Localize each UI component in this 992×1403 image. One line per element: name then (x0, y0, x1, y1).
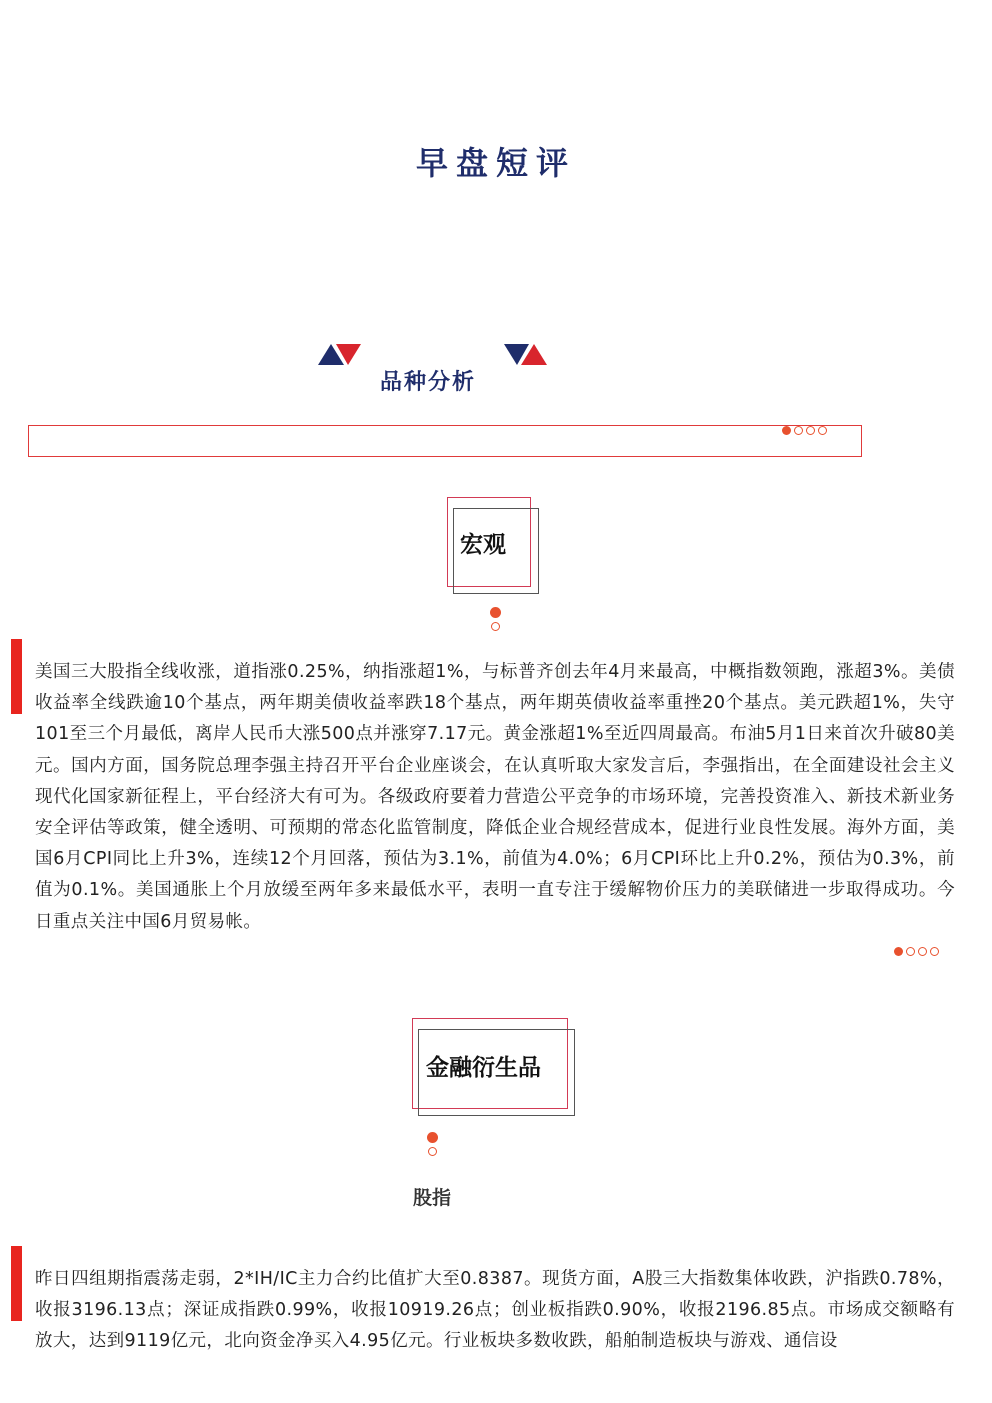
paragraph-accent-bar (11, 1246, 22, 1321)
macro-paragraph: 美国三大股指全线收涨，道指涨0.25%，纳指涨超1%，与标普齐创去年4月来最高，中概指数领跑，涨超3%。美债收益率全线跌逾10个基点，两年期美债收益率跌18个基点，两年期英债收益率重挫20个基点。美元跌超1%，失守101至三个月最低，离岸人民币大涨500点并涨穿7.17元。黄金涨超1%至近四周最高。布油5月1日来首次升破80美元。国内方面，国务院总理李强主持召开平台企业座谈会，在认真听取大家发言后，李强指出，在全面建设社会主义现代化国家新征程上，平台经济大有可为。各级政府要着力营造公平竞争的市场环境，完善投资准入、新技术新业务安全评估等政策，健全透明、可预期的常态化监管制度，降低企业合规经营成本，促进行业良性发展。海外方面，美国6月CPI同比上升3%，连续12个月回落，预估为3.1%，前值为4.0%；6月CPI环比上升0.2%，预估为0.3%，前值为0.1%。美国通胀上个月放缓至两年多来最低水平，表明一直专注于缓解物价压力的美联储进一步取得成功。今日重点关注中国6月贸易帐。 (35, 662, 955, 932)
vertical-dot-indicator (490, 607, 501, 631)
dot-indicator (782, 426, 827, 435)
dot-hollow-icon (806, 426, 815, 435)
dot-filled-icon (427, 1132, 438, 1143)
dot-hollow-icon (818, 426, 827, 435)
dot-hollow-icon (906, 947, 915, 956)
derivatives-paragraph: 昨日四组期指震荡走弱，2*IH/IC主力合约比值扩大至0.8387。现货方面，A股三大指数集体收跌，沪指跌0.78%，收报3196.13点；深证成指跌0.99%，收报10919.26点；创业板指跌0.90%，收报2196.85点。市场成交额略有放大，达到9119亿元，北向资金净买入4.95亿元。行业板块多数收跌，船舶制造板块与游戏、通信设 (35, 1269, 955, 1352)
right-triangle-emblem-icon (504, 344, 548, 366)
page-title: 早盘短评 (415, 144, 576, 182)
dot-hollow-icon (918, 947, 927, 956)
dot-hollow-icon (491, 622, 500, 631)
macro-label-box (447, 497, 540, 595)
dot-filled-icon (894, 947, 903, 956)
dot-indicator (894, 947, 939, 956)
paragraph-accent-bar (11, 639, 22, 714)
dot-hollow-icon (794, 426, 803, 435)
section-divider-frame (28, 425, 862, 457)
dot-hollow-icon (930, 947, 939, 956)
stock-index-subtitle: 股指 (413, 1187, 452, 1209)
macro-label: 宏观 (460, 532, 506, 558)
left-triangle-emblem-icon (318, 344, 362, 366)
section-title: 品种分析 (380, 370, 477, 395)
derivatives-label-box (412, 1018, 577, 1118)
dot-filled-icon (490, 607, 501, 618)
derivatives-label: 金融衍生品 (426, 1055, 541, 1081)
dot-hollow-icon (428, 1147, 437, 1156)
dot-filled-icon (782, 426, 791, 435)
vertical-dot-indicator (427, 1132, 438, 1156)
